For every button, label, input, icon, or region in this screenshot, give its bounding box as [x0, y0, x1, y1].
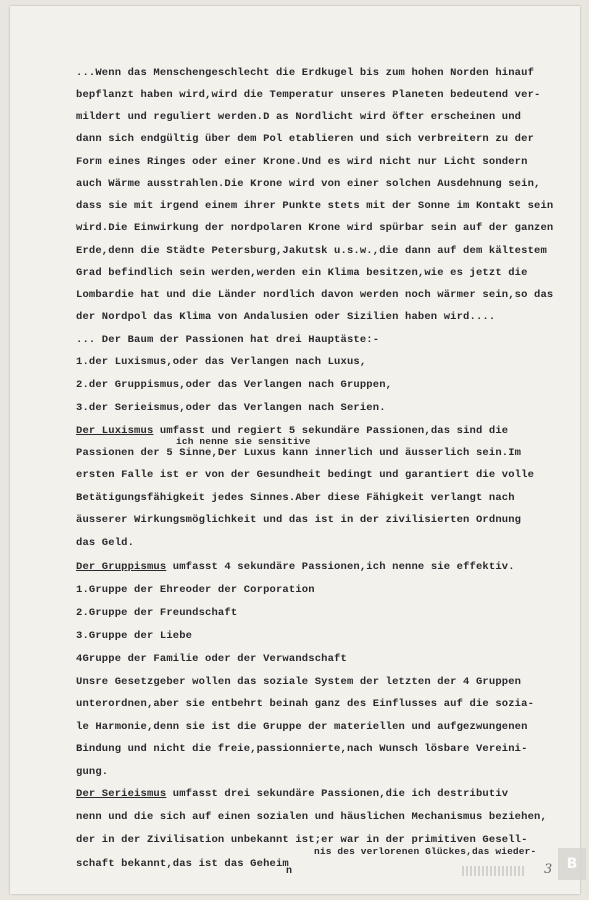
text-line: gung. — [76, 766, 109, 778]
text-line: ... Der Baum der Passionen hat drei Hauptäste:- — [76, 334, 380, 346]
text-line: der in der Zivilisation unbekannt ist;er war in der primitiven Gesell- — [76, 834, 528, 846]
text-line: Betätigungsfähigkeit jedes Sinnes.Aber diese Fähigkeit verlangt nach — [76, 492, 515, 504]
text-line: le Harmonie,denn sie ist die Gruppe der materiellen und aufgezwungenen — [76, 721, 528, 733]
text-line: der Nordpol das Klima von Andalusien oder Sizilien haben wird.... — [76, 311, 496, 323]
handwritten-page-number: 3 — [544, 862, 553, 877]
luxismus-text: umfasst und regiert 5 sekundäre Passionen,das sind die — [153, 425, 509, 437]
gruppismus-heading: Der Gruppismus — [76, 561, 167, 573]
luxismus-heading: Der Luxismus — [76, 425, 154, 437]
serieismus-paragraph-first-line — [76, 788, 508, 800]
text-line: nenn und die sich auf einen sozialen und häuslichen Mechanismus beziehen, — [76, 811, 547, 823]
text-line: unterordnen,aber sie entbehrt beinah ganz des Einflusses auf die sozia- — [76, 698, 535, 710]
list-item: 4Gruppe der Familie oder der Verwandschaft — [76, 653, 347, 665]
list-item: 2.Gruppe der Freundschaft — [76, 607, 238, 619]
serieismus-text: umfasst drei sekundäre Passionen,die ich destributiv — [166, 788, 509, 800]
text-line: auch Wärme ausstrahlen.Die Krone wird von einer solchen Ausdehnung sein, — [76, 178, 541, 190]
text-line: ersten Falle ist er von der Gesundheit bedingt und garantiert die volle — [76, 469, 535, 481]
text-line: ...Wenn das Menschengeschlecht die Erdkugel bis zum hohen Norden hinauf — [76, 67, 535, 79]
page-marker: n — [286, 866, 293, 877]
luxismus-insertion: ich nenne sie sensitive — [176, 436, 311, 447]
text-line: äusserer Wirkungsmöglichkeit und das ist in der zivilisierten Ordnung — [76, 514, 522, 526]
text-line: Lombardie hat und die Länder nordlich davon werden noch wärmer sein,so das — [76, 289, 554, 301]
text-line: wird.Die Einwirkung der nordpolaren Krone wird spürbar sein auf der ganzen — [76, 222, 554, 234]
text-line: Bindung und nicht die freie,passionnierte,nach Wunsch lösbare Vereini- — [76, 743, 528, 755]
text-line: Form eines Ringes oder einer Krone.Und es wird nicht nur Licht sondern — [76, 156, 528, 168]
serieismus-insertion: nis des verlorenen Glückes,das wieder- — [314, 846, 537, 857]
text-line: Grad befindlich sein werden,werden ein Klima besitzen,wie es jetzt die — [76, 267, 528, 279]
text-line: schaft bekannt,das ist das Geheim — [76, 858, 289, 870]
text-line: dass sie mit irgend einem ihrer Punkte stets mit der Sonne im Kontakt sein — [76, 200, 554, 212]
text-line: Erde,denn die Städte Petersburg,Jakutsk u.s.w.,die dann auf dem kältestem — [76, 245, 547, 257]
text-line: Passionen der 5 Sinne,Der Luxus kann innerlich und äusserlich sein.Im — [76, 447, 522, 459]
list-item: 1.Gruppe der Ehreoder der Corporation — [76, 584, 315, 596]
text-line: dann sich endgültig über dem Pol etablieren und sich verbreitern zu der — [76, 133, 535, 145]
gruppismus-text: umfasst 4 sekundäre Passionen,ich nenne sie effektiv. — [166, 561, 515, 573]
text-line: Unsre Gesetzgeber wollen das soziale System der letzten der 4 Gruppen — [76, 676, 522, 688]
gruppismus-paragraph-first-line — [76, 561, 515, 573]
list-item: 1.der Luxismus,oder das Verlangen nach Luxus, — [76, 356, 367, 368]
text-line: mildert und reguliert werden.D as Nordlicht wird öfter erscheinen und — [76, 111, 522, 123]
text-line: bepflanzt haben wird,wird die Temperatur unseres Planeten bedeutend ver- — [76, 89, 541, 101]
list-item: 2.der Gruppismus,oder das Verlangen nach Gruppen, — [76, 379, 393, 391]
list-item: 3.der Serieismus,oder das Verlangen nach Serien. — [76, 402, 386, 414]
serieismus-heading: Der Serieismus — [76, 788, 167, 800]
watermark-logo-icon: B — [558, 848, 586, 880]
text-line: das Geld. — [76, 537, 135, 549]
faded-stamp — [462, 866, 524, 876]
list-item: 3.Gruppe der Liebe — [76, 630, 193, 642]
